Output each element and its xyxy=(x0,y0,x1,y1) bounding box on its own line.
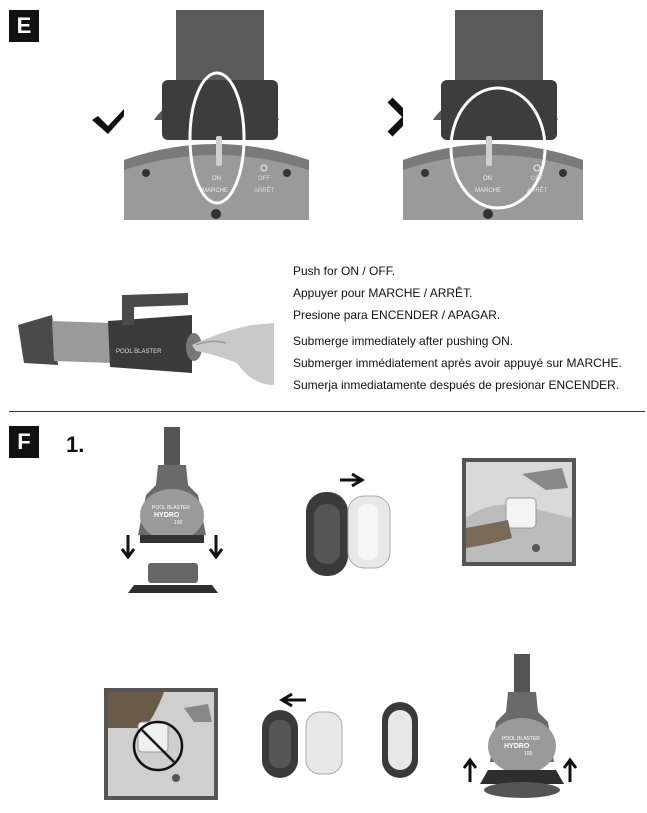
device-detach-base-image xyxy=(118,425,228,597)
device-top-incorrect-image xyxy=(403,10,583,220)
instruction-submerge-fr: Submerger immédiatement après avoir appuyé sur MARCHE. xyxy=(293,356,622,370)
device-top-correct-image xyxy=(124,10,309,220)
device-push-button-image xyxy=(12,285,274,395)
model-label: HYDRO xyxy=(154,512,180,519)
instructions-block xyxy=(293,260,643,396)
arret-label: ARRÊT xyxy=(527,188,548,194)
section-e-badge: E xyxy=(9,10,39,42)
rinse-filter-image xyxy=(462,458,576,566)
instruction-submerge-en: Submerge immediately after pushing ON. xyxy=(293,334,514,348)
section-f-badge: F xyxy=(9,426,39,458)
filter-separate-image xyxy=(300,470,400,580)
marche-label: MARCHE xyxy=(202,188,229,194)
arret-label: ARRÊT xyxy=(254,188,275,194)
do-not-drain-image xyxy=(104,688,218,800)
section-divider xyxy=(9,411,645,412)
model-sub-label: 100 xyxy=(174,520,183,526)
off-label: OFF xyxy=(258,176,270,182)
model-sub-label: 100 xyxy=(524,751,533,757)
brand-label: POOL BLASTER xyxy=(502,736,540,742)
marche-label: MARCHE xyxy=(475,188,502,194)
brand-label: POOL BLASTER xyxy=(152,505,190,511)
step-number: 1. xyxy=(66,432,85,457)
instruction-push-fr: Appuyer pour MARCHE / ARRÊT. xyxy=(293,286,473,300)
instruction-push-es: Presione para ENCENDER / APAGAR. xyxy=(293,308,501,322)
instruction-submerge-es: Sumerja inmediatamente después de presionar ENCENDER. xyxy=(293,378,620,392)
instruction-push-en: Push for ON / OFF. xyxy=(293,264,396,278)
device-reattach-base-image xyxy=(462,652,582,802)
on-label: ON xyxy=(212,176,221,182)
filter-reassemble-image xyxy=(256,690,356,780)
brand-label: POOL BLASTER xyxy=(116,349,162,355)
model-label: HYDRO xyxy=(504,743,530,750)
off-label: OFF xyxy=(531,176,543,182)
filter-assembled-image xyxy=(380,700,420,780)
on-label: ON xyxy=(483,176,492,182)
